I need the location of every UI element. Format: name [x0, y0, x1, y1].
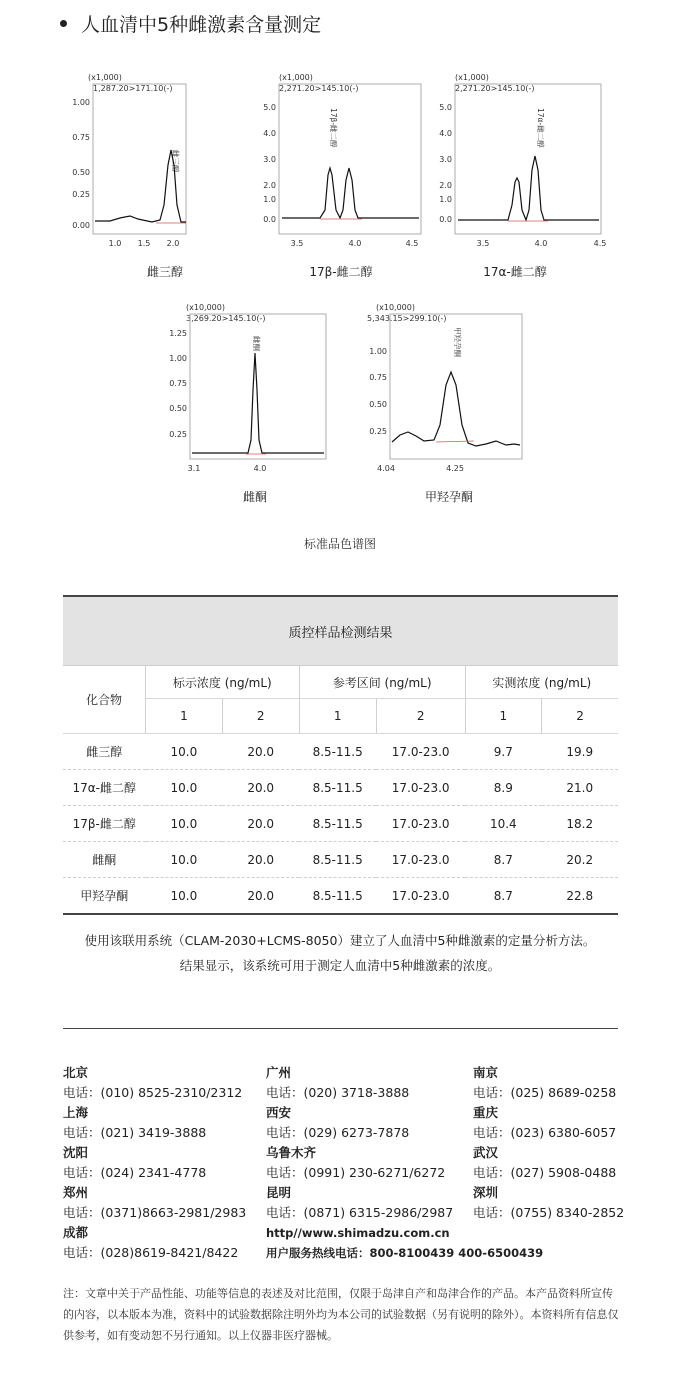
svg-text:1.25: 1.25 [169, 329, 187, 338]
table-row [63, 806, 618, 842]
svg-text:4.0: 4.0 [348, 239, 362, 248]
table-row [63, 770, 618, 806]
city-name: 乌鲁木齐 [266, 1145, 317, 1160]
figure-caption: 标准品色谱图 [303, 537, 376, 551]
peak-label: 雌三醇 [171, 150, 180, 173]
svg-text:4.25: 4.25 [446, 464, 464, 473]
scale-label: (x1,000) [88, 73, 122, 82]
phone-number: 电话：(0871) 6315-2986/2987 [266, 1205, 454, 1220]
x-ticks [109, 239, 180, 248]
table-cell: 10.0 [146, 878, 223, 915]
table-cell: 8.9 [465, 770, 541, 806]
qc-results-table [63, 595, 618, 915]
svg-text:1.0: 1.0 [108, 239, 122, 248]
mrm-label: 1,287.20>171.10(-) [93, 84, 173, 93]
table-cell: 18.2 [542, 806, 618, 842]
summary-text [0, 928, 680, 978]
svg-text:1.5: 1.5 [137, 239, 151, 248]
svg-text:2.0: 2.0 [439, 181, 452, 190]
svg-text:1.00: 1.00 [169, 354, 187, 363]
phone-number: 电话：(0755) 8340-2852 [473, 1205, 625, 1220]
mrm-label: 3,269.20>145.10(-) [186, 314, 266, 323]
x-ticks [377, 464, 464, 473]
svg-text:3.1: 3.1 [187, 464, 201, 473]
table-title: 质控样品检测结果 [63, 596, 618, 666]
sub-header: 2 [542, 699, 618, 734]
svg-text:1.0: 1.0 [263, 195, 276, 204]
city-name: 重庆 [473, 1105, 499, 1120]
chromatogram-caption: 雌酮 [242, 490, 267, 504]
table-row [63, 734, 618, 770]
svg-text:1.0: 1.0 [439, 195, 452, 204]
table-cell: 10.0 [146, 842, 223, 878]
table-cell: 8.5-11.5 [299, 770, 376, 806]
mrm-label: 2,271.20>145.10(-) [279, 84, 359, 93]
y-ticks [439, 103, 452, 224]
table-cell: 8.7 [465, 878, 541, 915]
trace-line [282, 168, 419, 218]
svg-text:0.50: 0.50 [169, 404, 187, 413]
group-header: 实测浓度 (ng/mL) [465, 666, 618, 699]
bullet-icon [60, 20, 67, 27]
compound-name: 甲羟孕酮 [63, 878, 146, 915]
table-cell: 8.5-11.5 [299, 878, 376, 915]
svg-text:0.0: 0.0 [263, 215, 276, 224]
svg-text:3.5: 3.5 [476, 239, 490, 248]
section-heading: 人血清中5种雌激素含量测定 [60, 10, 321, 37]
table-cell: 10.0 [146, 806, 223, 842]
table-cell: 20.0 [222, 842, 299, 878]
x-ticks [477, 239, 607, 248]
table-cell: 8.5-11.5 [299, 842, 376, 878]
svg-text:3.0: 3.0 [439, 155, 452, 164]
mrm-label: 5,343.15>299.10(-) [367, 314, 447, 323]
svg-text:4.0: 4.0 [253, 464, 267, 473]
chromatogram-caption: 雌三醇 [146, 265, 183, 279]
y-ticks [369, 347, 387, 436]
phone-number: 电话：(021) 3419-3888 [63, 1125, 207, 1140]
svg-text:5.0: 5.0 [263, 103, 276, 112]
phone-number: 电话：(0991) 230-6271/6272 [266, 1165, 446, 1180]
table-cell: 20.0 [222, 806, 299, 842]
chromatogram-17b-estradiol [252, 70, 427, 255]
sub-header: 2 [376, 699, 465, 734]
city-name: 广州 [266, 1065, 292, 1080]
table-cell: 20.0 [222, 734, 299, 770]
city-name: 上海 [63, 1105, 89, 1120]
table-cell: 21.0 [542, 770, 618, 806]
table-cell: 17.0-23.0 [376, 806, 465, 842]
svg-text:4.5: 4.5 [405, 239, 419, 248]
svg-text:4.0: 4.0 [263, 129, 276, 138]
trace-line [392, 372, 520, 446]
phone-number: 电话：(020) 3718-3888 [266, 1085, 410, 1100]
chromatogram-caption: 甲羟孕酮 [424, 490, 473, 504]
compound-name: 17α-雌二醇 [63, 770, 146, 806]
city-name: 昆明 [266, 1185, 292, 1200]
svg-text:3.5: 3.5 [290, 239, 304, 248]
phone-number: 电话：(024) 2341-4778 [63, 1165, 207, 1180]
svg-text:2.0: 2.0 [263, 181, 276, 190]
phone-number: 电话：(029) 6273-7878 [266, 1125, 410, 1140]
phone-number: 电话：(023) 6380-6057 [473, 1125, 617, 1140]
table-cell: 22.8 [542, 878, 618, 915]
y-ticks [169, 329, 187, 439]
svg-text:1.00: 1.00 [369, 347, 387, 356]
table-row [63, 842, 618, 878]
svg-text:0.00: 0.00 [72, 221, 90, 230]
city-name: 成都 [63, 1225, 89, 1240]
svg-text:0.25: 0.25 [369, 427, 387, 436]
city-name: 武汉 [473, 1145, 499, 1160]
website-link[interactable]: http//www.shimadzu.com.cn [266, 1226, 450, 1240]
svg-text:4.0: 4.0 [534, 239, 548, 248]
contacts-column-1 [63, 1063, 246, 1263]
svg-text:0.50: 0.50 [369, 400, 387, 409]
peak-label: 17α-雌二醇 [536, 108, 545, 148]
city-name: 郑州 [63, 1185, 89, 1200]
group-header: 参考区间 (ng/mL) [299, 666, 465, 699]
table-cell: 20.2 [542, 842, 618, 878]
svg-text:0.75: 0.75 [72, 133, 90, 142]
table-cell: 17.0-23.0 [376, 770, 465, 806]
table-cell: 20.0 [222, 878, 299, 915]
x-ticks [291, 239, 419, 248]
baseline-line [436, 441, 474, 442]
table-group-header-row [63, 666, 618, 699]
svg-text:1.00: 1.00 [72, 98, 90, 107]
svg-text:4.5: 4.5 [593, 239, 607, 248]
compound-name: 17β-雌二醇 [63, 806, 146, 842]
disclaimer-note: 注：文章中关于产品性能、功能等信息的表述及对比范围，仅限于岛津自产和岛津合作的产品。本产品资料所宣传的内容，以本版本为准，资料中的试验数据除注明外均为本公司的试验数据（另有说明的除外）。本资料所有信息仅供参考，如有变动恕不另行通知。以上仪器非医疗器械。 [63, 1287, 619, 1342]
svg-text:5.0: 5.0 [439, 103, 452, 112]
phone-number: 电话：(028)8619-8421/8422 [63, 1245, 239, 1260]
sub-header: 1 [299, 699, 376, 734]
contacts-column-3 [473, 1063, 624, 1223]
table-cell: 17.0-23.0 [376, 842, 465, 878]
svg-text:0.50: 0.50 [72, 168, 90, 177]
table-cell: 10.4 [465, 806, 541, 842]
svg-text:0.75: 0.75 [169, 379, 187, 388]
table-cell: 10.0 [146, 734, 223, 770]
phone-number: 电话：(0371)8663-2981/2983 [63, 1205, 247, 1220]
table-cell: 19.9 [542, 734, 618, 770]
trace-line [192, 353, 324, 453]
table-cell: 8.5-11.5 [299, 806, 376, 842]
svg-text:2.0: 2.0 [166, 239, 180, 248]
city-name: 深圳 [473, 1185, 499, 1200]
table-cell: 17.0-23.0 [376, 878, 465, 915]
phone-number: 电话：(027) 5908-0488 [473, 1165, 617, 1180]
table-cell: 8.5-11.5 [299, 734, 376, 770]
compound-name: 雌三醇 [63, 734, 146, 770]
summary-line: 使用该联用系统（CLAM-2030+LCMS-8050）建立了人血清中5种雌激素的定量分析方法。 [84, 933, 596, 948]
chromatogram-caption: 17α-雌二醇 [483, 265, 547, 279]
divider [63, 1028, 618, 1029]
sub-header: 1 [146, 699, 223, 734]
chromatogram-estrone [162, 300, 332, 478]
sub-header: 2 [222, 699, 299, 734]
table-row [63, 878, 618, 915]
phone-number: 电话：(025) 8689-0258 [473, 1085, 617, 1100]
city-name: 西安 [266, 1105, 292, 1120]
peak-label: 17β-雌二醇 [329, 108, 338, 148]
svg-text:0.25: 0.25 [169, 430, 187, 439]
table-cell: 10.0 [146, 770, 223, 806]
city-name: 南京 [473, 1065, 499, 1080]
svg-text:3.0: 3.0 [263, 155, 276, 164]
table-title-row [63, 596, 618, 666]
svg-text:0.75: 0.75 [369, 373, 387, 382]
svg-text:4.0: 4.0 [439, 129, 452, 138]
peak-label: 雌酮 [252, 336, 261, 351]
svg-text:0.25: 0.25 [72, 190, 90, 199]
scale-label: (x1,000) [279, 73, 313, 82]
summary-line: 结果显示，该系统可用于测定人血清中5种雌激素的浓度。 [179, 958, 501, 973]
table-cell: 8.7 [465, 842, 541, 878]
chromatogram-caption: 17β-雌二醇 [309, 265, 373, 279]
city-name: 沈阳 [63, 1145, 89, 1160]
y-ticks [263, 103, 276, 224]
sub-header: 1 [465, 699, 541, 734]
service-hotline: 用户服务热线电话：800-8100439 400-6500439 [266, 1246, 544, 1260]
mrm-label: 2,271.20>145.10(-) [455, 84, 535, 93]
peak-label: 甲羟孕酮 [453, 327, 462, 357]
compound-header: 化合物 [63, 666, 146, 734]
city-name: 北京 [63, 1065, 89, 1080]
scale-label: (x10,000) [186, 303, 225, 312]
y-ticks [72, 98, 90, 230]
table-sub-header-row [63, 699, 618, 734]
chromatogram-17a-estradiol [428, 70, 608, 255]
table-cell: 9.7 [465, 734, 541, 770]
chromatogram-hydroxyprogesterone [362, 300, 527, 478]
x-ticks [188, 464, 267, 473]
scale-label: (x10,000) [376, 303, 415, 312]
trace-line [458, 156, 599, 220]
compound-name: 雌酮 [63, 842, 146, 878]
phone-number: 电话：(010) 8525-2310/2312 [63, 1085, 243, 1100]
scale-label: (x1,000) [455, 73, 489, 82]
table-cell: 20.0 [222, 770, 299, 806]
svg-text:4.04: 4.04 [377, 464, 395, 473]
chromatogram-estriol [60, 70, 190, 255]
group-header: 标示浓度 (ng/mL) [146, 666, 300, 699]
svg-text:0.0: 0.0 [439, 215, 452, 224]
table-cell: 17.0-23.0 [376, 734, 465, 770]
